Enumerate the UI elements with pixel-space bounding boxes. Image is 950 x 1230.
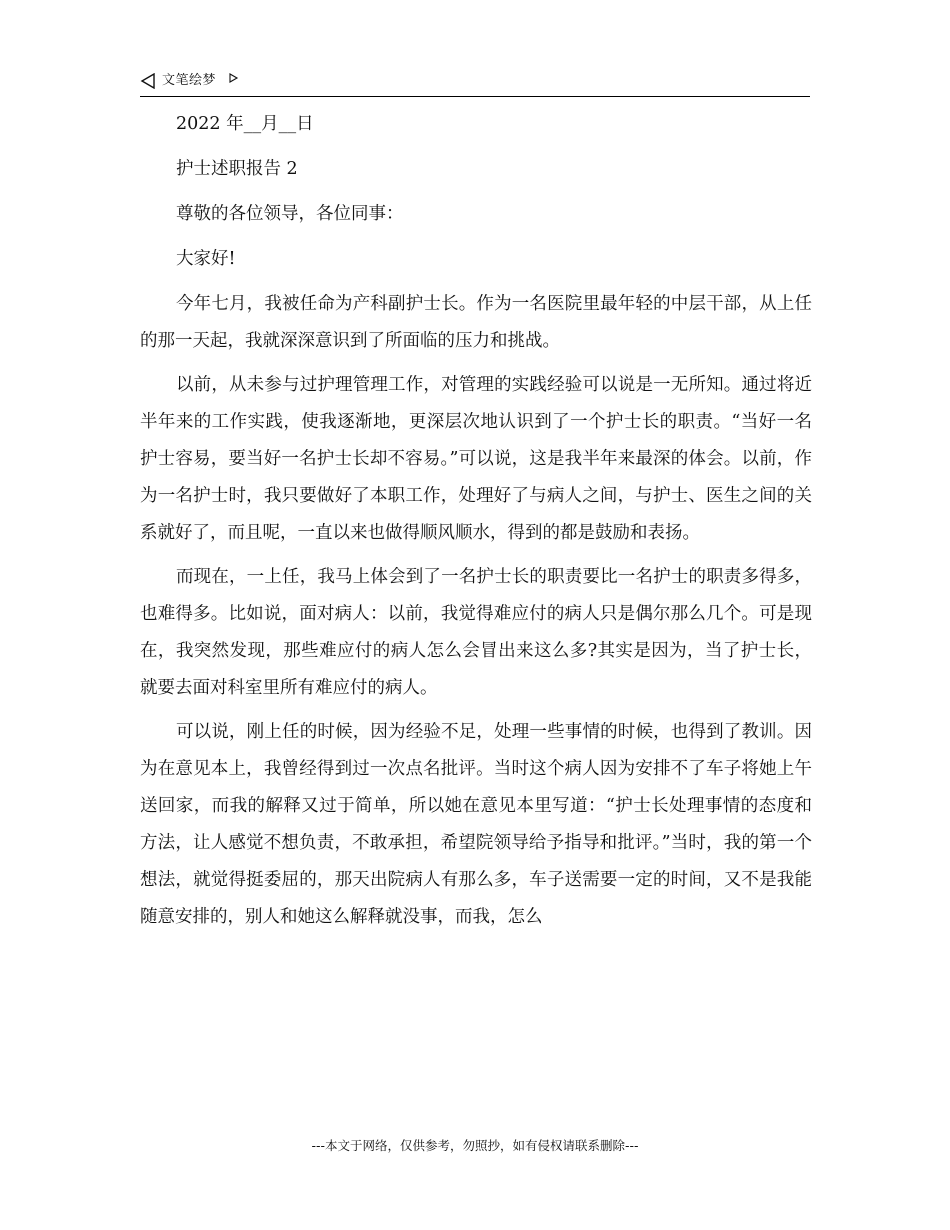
triangle-right-icon bbox=[229, 73, 239, 83]
triangle-left-icon bbox=[140, 73, 156, 89]
greeting: 大家好! bbox=[176, 249, 236, 269]
paragraph: 以前，从未参与过护理管理工作，对管理的实践经验可以说是一无所知。通过将近半年来的工作实践，使我逐渐地，更深层次地认识到了一个护士长的职责。“当好一名护士容易，要当好一名护士长却不容易。”可以说，这是我半年来最深的体会。以前，作为一名护士时，我只要做好了本职工作，处理好了与病人之间，与护士、医生之间的关系就好了，而且呢，一直以来也做得顺风顺水，得到的都是鼓励和表扬。 bbox=[140, 375, 812, 543]
salutation: 尊敬的各位领导，各位同事： bbox=[176, 204, 404, 224]
brand-name: 文笔绘梦 bbox=[162, 73, 217, 88]
paragraph: 今年七月，我被任命为产科副护士长。作为一名医院里最年轻的中层干部，从上任的那一天起，我就深深意识到了所面临的压力和挑战。 bbox=[140, 294, 812, 351]
document-title: 护士述职报告 2 bbox=[176, 159, 298, 179]
footer-disclaimer: ---本文于网络，仅供参考，勿照抄，如有侵权请联系删除--- bbox=[311, 1138, 639, 1153]
page-header bbox=[140, 70, 810, 97]
document-body bbox=[140, 106, 812, 943]
date-line: 2022 年__月__日 bbox=[176, 114, 314, 134]
paragraph: 而现在，一上任，我马上体会到了一名护士长的职责要比一名护士的职责多得多，也难得多。比如说，面对病人：以前，我觉得难应付的病人只是偶尔那么几个。可是现在，我突然发现，那些难应付的病人怎么会冒出来这么多?其实是因为，当了护士长，就要去面对科室里所有难应付的病人。 bbox=[140, 567, 812, 698]
paragraph: 可以说，刚上任的时候，因为经验不足，处理一些事情的时候，也得到了教训。因为在意见本上，我曾经得到过一次点名批评。当时这个病人因为安排不了车子将她上午送回家，而我的解释又过于简单，所以她在意见本里写道：“护士长处理事情的态度和方法，让人感觉不想负责，不敢承担，希望院领导给予指导和批评。”当时，我的第一个想法，就觉得挺委屈的，那天出院病人有那么多，车子送需要一定的时间，又不是我能随意安排的，别人和她这么解释就没事，而我，怎么 bbox=[140, 722, 812, 927]
